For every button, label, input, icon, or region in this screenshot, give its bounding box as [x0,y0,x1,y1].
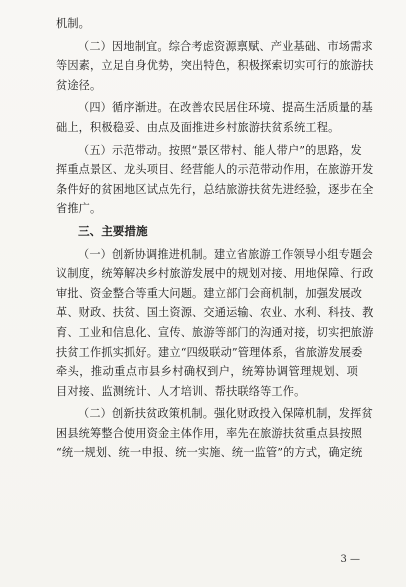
text-line: 省推广。 [56,202,102,216]
text-line: （一）创新协调推进机制。建立省旅游工作领导小组专题会 [78,247,373,261]
page-number: 3 — [340,554,360,565]
text-line: （四）循序渐进。在改善农民居住环境、提高生活质量的基 [78,101,373,115]
paragraph-mechanism-tail [56,14,358,34]
text-line: 础上，积极稳妥、由点及面推进乡村旅游扶贫系统工程。 [56,120,340,134]
text-line: 牵头，推动重点市县乡村确权到户，统筹协调管理规划、项 [56,365,358,379]
text-line: 条件好的贫困地区试点先行，总结旅游扶贫先进经验，逐步在全 [56,182,374,196]
paragraph-local-conditions [56,37,374,96]
text-line: （五）示范带动。按照“景区带村、能人带户”的思路，发 [78,143,362,157]
paragraph-coordination [56,245,374,402]
paragraph-step-by-step [56,98,373,137]
section-heading: 三、主要措施 [78,223,148,238]
text-line: 议制度，统筹解决乡村旅游发展中的规划对接、用地保障、行政 [56,267,374,281]
text-line: 挥重点景区、龙头项目、经营能人的示范带动作用，在旅游开发 [56,163,374,177]
text-line: （二）创新扶贫政策机制。强化财政投入保障机制，发挥贫 [78,407,373,421]
text-line: 贫途径。 [56,78,102,92]
text-line: 目对接、监测统计、人才培训、帮扶联络等工作。 [56,384,306,398]
text-line: 审批、资金整合等重大问题。建立部门会商机制，加强发展改 [56,286,363,300]
document-body [56,14,374,466]
text-line: （二）因地制宜。综合考虑资源禀赋、产业基础、市场需求 [78,39,373,53]
text-line: 困县统筹整合使用资金主体作用，率先在旅游扶贫重点县按照 [56,426,363,440]
text-line: 机制。 [56,17,91,30]
text-line: 扶贫工作抓实抓好。建立“四级联动”管理体系，省旅游发展委 [56,345,363,359]
paragraph-investment [56,404,373,463]
text-line: 等因素，立足自身优势，突出特色，积极探索切实可行的旅游扶 [56,59,374,73]
text-line: 革、财政、扶贫、国土资源、交通运输、农业、水利、科技、教 [56,306,374,320]
text-line: 育、工业和信息化、宣传、旅游等部门的沟通对接，切实把旅游 [56,325,374,339]
paragraph-demonstration [56,141,374,219]
text-line: “统一规划、统一申报、统一实施、统一监管”的方式，确定统 [56,446,363,460]
